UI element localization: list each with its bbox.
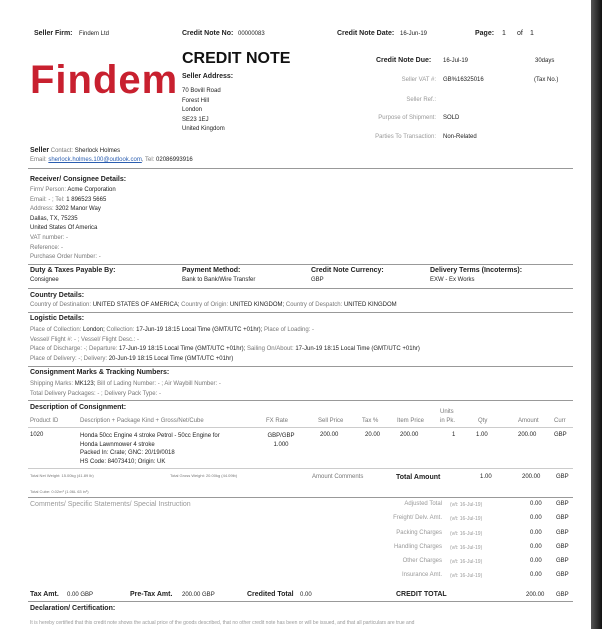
loading-place: Place of Loading: - <box>264 327 315 333</box>
col-tax: Tax % <box>362 418 379 424</box>
logistic-line <box>30 326 420 336</box>
credit-note-no-value: 00000083 <box>238 31 265 37</box>
col-sell-price: Sell Price <box>318 418 344 424</box>
receiver-po: Purchase Order Number: - <box>30 254 101 261</box>
seller-firm-value: Findem Ltd <box>79 31 110 37</box>
col-amount: Amount <box>518 418 539 424</box>
firm-value: Acme Corporation <box>67 187 116 193</box>
row-units: 1 <box>452 432 456 438</box>
logistic-line <box>30 355 420 365</box>
payment-method-value: Bank to Bank/Wire Transfer <box>182 277 256 283</box>
sailing-label: Sailing On/About: <box>246 346 294 353</box>
shipping-marks-label: Shipping Marks: <box>30 381 74 387</box>
viewer-edge <box>591 0 602 629</box>
delivery-packages-line: Total Delivery Packages: - ; Delivery Pack Type: - <box>30 390 161 397</box>
comments-label: Comments/ Specific Statements/ Special Instruction <box>30 501 191 508</box>
incoterms-value: EXW - Ex Works <box>430 277 475 283</box>
total-qty: 1.00 <box>480 474 492 480</box>
tax-no-note: (Tax No.) <box>534 77 559 83</box>
credit-note-due-days: 30days <box>535 58 555 64</box>
divider <box>28 468 573 469</box>
col-qty: Qty <box>478 418 488 424</box>
adj-currency: GBP <box>556 558 569 564</box>
delivery-value: 20-Jun-19 18:15 Local Time (GMT/UTC +01hr) <box>108 355 234 362</box>
incoterms-label: Delivery Terms (Incoterms): <box>430 267 523 274</box>
origin-value: UNITED KINGDOM; <box>229 302 285 308</box>
divider <box>28 497 573 498</box>
row-item-price: 200.00 <box>400 432 419 438</box>
dest-label: Country of Destination: <box>30 302 92 308</box>
receiver-country: United States Of America <box>30 225 98 232</box>
country-line <box>30 302 397 308</box>
divider <box>28 312 573 313</box>
description-title: Description of Consignment: <box>30 404 127 411</box>
declaration-text: It is hereby certified that this credit note shows the actual price of the goods described, that no other credit note has been or will be issued, and that all particulars are true and <box>30 620 415 626</box>
delivery-label: Place of Delivery: -; Delivery: <box>30 355 108 362</box>
currency-label: Credit Note Currency: <box>311 267 384 274</box>
findem-logo: Findem <box>30 58 179 102</box>
row-fx-rate <box>262 432 300 449</box>
page-of: of <box>517 30 523 37</box>
adj-currency: GBP <box>556 572 569 578</box>
divider <box>28 264 573 265</box>
pretax-value: 200.00 GBP <box>182 592 215 598</box>
receiver-reference: Reference: - <box>30 244 64 251</box>
pretax-label: Pre-Tax Amt. <box>130 591 173 598</box>
departure-value: 17-Jun-19 18:15 Local Time (GMT/UTC +01hr); <box>119 346 246 353</box>
shipping-marks-value: MK123; <box>74 381 96 387</box>
adj-label: Insurance Amt. <box>401 572 442 578</box>
address-line: Forest Hill <box>182 97 210 104</box>
desc-line: HS Code: 84073410; Origin: UK <box>80 458 166 465</box>
fx-pair: GBP/GBP <box>267 433 295 439</box>
tax-amt-label: Tax Amt. <box>30 591 59 598</box>
row-sell-price: 200.00 <box>320 432 339 438</box>
adj-date: (v/t: 16-Jul-19) <box>450 531 483 537</box>
total-cube: Total Cube: 0.02m³ (1.06L 63 in³) <box>30 489 89 494</box>
logistic-line <box>30 345 420 355</box>
despatch-value: UNITED KINGDOM <box>343 302 397 308</box>
vessel-line: Vessel/ Flight #: - ; Vessel/ Flight Desc.: - <box>30 336 140 343</box>
adj-value: 0.00 <box>530 530 542 536</box>
address-line: SE23 1EJ <box>182 116 209 123</box>
desc-line: Honda Lawnmower 4 stroke <box>80 441 155 448</box>
seller-ref-label: Seller Ref.: <box>406 97 436 103</box>
adj-currency: GBP <box>556 515 569 521</box>
duty-label: Duty & Taxes Payable By: <box>30 267 116 274</box>
credit-total-value: 200.00 <box>526 592 545 598</box>
col-units: Units <box>440 409 454 415</box>
tel-label: , Tel: <box>141 157 155 163</box>
credit-note-no-label: Credit Note No: <box>182 30 234 37</box>
adj-currency: GBP <box>556 544 569 550</box>
origin-label: Country of Origin: <box>181 302 229 308</box>
receiver-email-line <box>30 196 116 206</box>
adj-currency: GBP <box>556 501 569 507</box>
divider <box>28 427 573 428</box>
adj-label: Other Charges <box>402 558 442 564</box>
gross-weight: Total Gross Weight: 20.00kg (44.09lb) <box>170 473 238 478</box>
seller-label: Seller <box>30 147 50 154</box>
seller-email-link[interactable]: sherlock.holmes.100@outlook.com <box>48 157 142 163</box>
adj-value: 0.00 <box>530 544 542 550</box>
collection-value: 17-Jun-19 18:15 Local Time (GMT/UTC +01hr); <box>136 327 263 333</box>
declaration-title: Declaration/ Certification: <box>30 605 116 612</box>
credit-note-date-value: 16-Jun-19 <box>400 31 428 37</box>
dest-value: UNITED STATES OF AMERICA; <box>92 302 180 308</box>
receiver-details <box>30 186 116 263</box>
seller-contact-line <box>30 147 120 154</box>
seller-firm-label: Seller Firm: <box>34 30 73 37</box>
row-amount: 200.00 <box>518 432 537 438</box>
col-currency: Curr <box>554 418 566 424</box>
collection-place-label: Place of Collection: <box>30 327 82 333</box>
receiver-firm-line <box>30 186 116 196</box>
seller-vat-value: GB%16325016 <box>443 77 484 83</box>
tax-amt-value: 0.00 GBP <box>67 592 94 598</box>
desc-line: Packed In: Crate; GNC: 20/19/0018 <box>80 450 175 456</box>
purpose-value: SOLD <box>443 115 460 121</box>
row-currency: GBP <box>554 432 567 438</box>
address-value: 3202 Manor Way <box>55 206 101 213</box>
address-line: London <box>182 107 203 114</box>
adj-date: (v/t: 16-Jul-19) <box>450 502 483 508</box>
consignment-title: Consignment Marks & Tracking Numbers: <box>30 369 170 376</box>
divider <box>28 288 573 289</box>
adj-value: 0.00 <box>530 501 542 507</box>
bill-of-lading: Bill of Lading Number: - ; Air Waybill Number: - <box>97 381 221 387</box>
divider <box>28 400 573 401</box>
adj-label: Handling Charges <box>393 544 442 550</box>
seller-vat-label: Seller VAT #: <box>401 77 436 83</box>
net-weight: Total Net Weight: 15.00kg (41.89 lb) <box>30 473 94 478</box>
logistic-title: Logistic Details: <box>30 315 85 322</box>
receiver-city: Dallas, TX, 75235 <box>30 215 78 222</box>
credit-total-currency: GBP <box>556 592 569 598</box>
page-value: 1 <box>502 30 506 37</box>
address-line: United Kingdom <box>182 126 225 133</box>
total-currency: GBP <box>556 474 569 480</box>
divider <box>28 366 573 367</box>
despatch-label: Country of Despatch: <box>285 302 343 308</box>
receiver-tel-value: 1 896523 5665 <box>66 196 107 203</box>
divider <box>28 168 573 169</box>
seller-email-line <box>30 157 193 163</box>
collection-place-value: London; <box>83 327 105 333</box>
adj-value: 0.00 <box>530 515 542 521</box>
total-amount-label: Total Amount <box>396 474 441 481</box>
currency-value: GBP <box>311 277 324 283</box>
receiver-title: Receiver/ Consignee Details: <box>30 176 127 183</box>
receiver-vat: VAT number: - <box>30 234 69 241</box>
payment-method-label: Payment Method: <box>182 267 241 274</box>
col-product-id: Product ID <box>30 418 59 424</box>
adj-label: Freight/ Delv. Amt. <box>393 515 442 521</box>
page-total: 1 <box>530 30 534 37</box>
credit-total-label: CREDIT TOTAL <box>396 591 447 598</box>
seller-address-label: Seller Address: <box>182 73 234 80</box>
tel-value: 02086993916 <box>156 157 193 163</box>
address-label: Address: <box>30 206 54 213</box>
page-label: Page: <box>475 30 495 37</box>
contact-label: Contact: <box>50 148 74 154</box>
parties-value: Non-Related <box>443 134 477 140</box>
total-amount: 200.00 <box>522 474 541 480</box>
shipping-marks-line <box>30 380 221 390</box>
country-title: Country Details: <box>30 292 85 299</box>
row-tax: 20.00 <box>365 432 381 438</box>
address-line: 70 Bovill Road <box>182 88 221 94</box>
credited-total-label: Credited Total <box>247 591 294 598</box>
col-fx-rate: FX Rate <box>266 418 289 424</box>
credit-note-date-label: Credit Note Date: <box>337 30 395 37</box>
purpose-label: Purpose of Shipment: <box>378 115 436 121</box>
amount-comments: Amount Comments <box>312 474 364 480</box>
email-label: Email: <box>30 157 47 163</box>
col-description: Description + Package Kind + Gross/Net/Cube <box>80 418 204 424</box>
credit-note-due-value: 16-Jul-19 <box>443 58 469 64</box>
sailing-value: 17-Jun-19 18:15 Local Time (GMT/UTC +01hr) <box>295 346 420 353</box>
contact-value: Sherlock Holmes <box>74 148 121 154</box>
consignment-details <box>30 380 221 399</box>
adj-date: (v/t: 16-Jul-19) <box>450 516 483 522</box>
departure-label: Place of Discharge: -; Departure: <box>30 346 118 353</box>
adj-label: Packing Charges <box>396 530 442 536</box>
collection-label: Collection: <box>106 327 135 333</box>
adj-date: (v/t: 16-Jul-19) <box>450 545 483 551</box>
parties-label: Parties To Transaction: <box>375 134 436 140</box>
seller-address-lines <box>182 87 225 135</box>
row-product-id: 1020 <box>30 432 44 438</box>
row-description <box>80 432 220 466</box>
fx-value: 1.000 <box>273 441 289 448</box>
col-units-in-pk: in Pk. <box>440 418 456 424</box>
desc-line: Honda 50cc Engine 4 stroke Petrol - 50cc Engine for <box>80 433 220 439</box>
adj-label: Adjusted Total <box>404 501 442 507</box>
firm-label: Firm/ Person: <box>30 187 67 193</box>
adj-date: (v/t: 16-Jul-19) <box>450 559 483 565</box>
document-title: CREDIT NOTE <box>182 50 291 67</box>
divider <box>28 601 573 602</box>
receiver-address-line <box>30 205 116 215</box>
adj-currency: GBP <box>556 530 569 536</box>
duty-value: Consignee <box>30 277 59 283</box>
adj-date: (v/t: 16-Jul-19) <box>450 573 483 579</box>
row-qty: 1.00 <box>476 432 488 438</box>
receiver-email-label: Email: - ; Tel: <box>30 196 65 203</box>
adj-value: 0.00 <box>530 558 542 564</box>
col-item-price: Item Price <box>397 418 425 424</box>
credited-total-value: 0.00 <box>300 592 312 598</box>
adj-value: 0.00 <box>530 572 542 578</box>
credit-note-due-label: Credit Note Due: <box>376 57 432 64</box>
logistic-details <box>30 326 420 364</box>
